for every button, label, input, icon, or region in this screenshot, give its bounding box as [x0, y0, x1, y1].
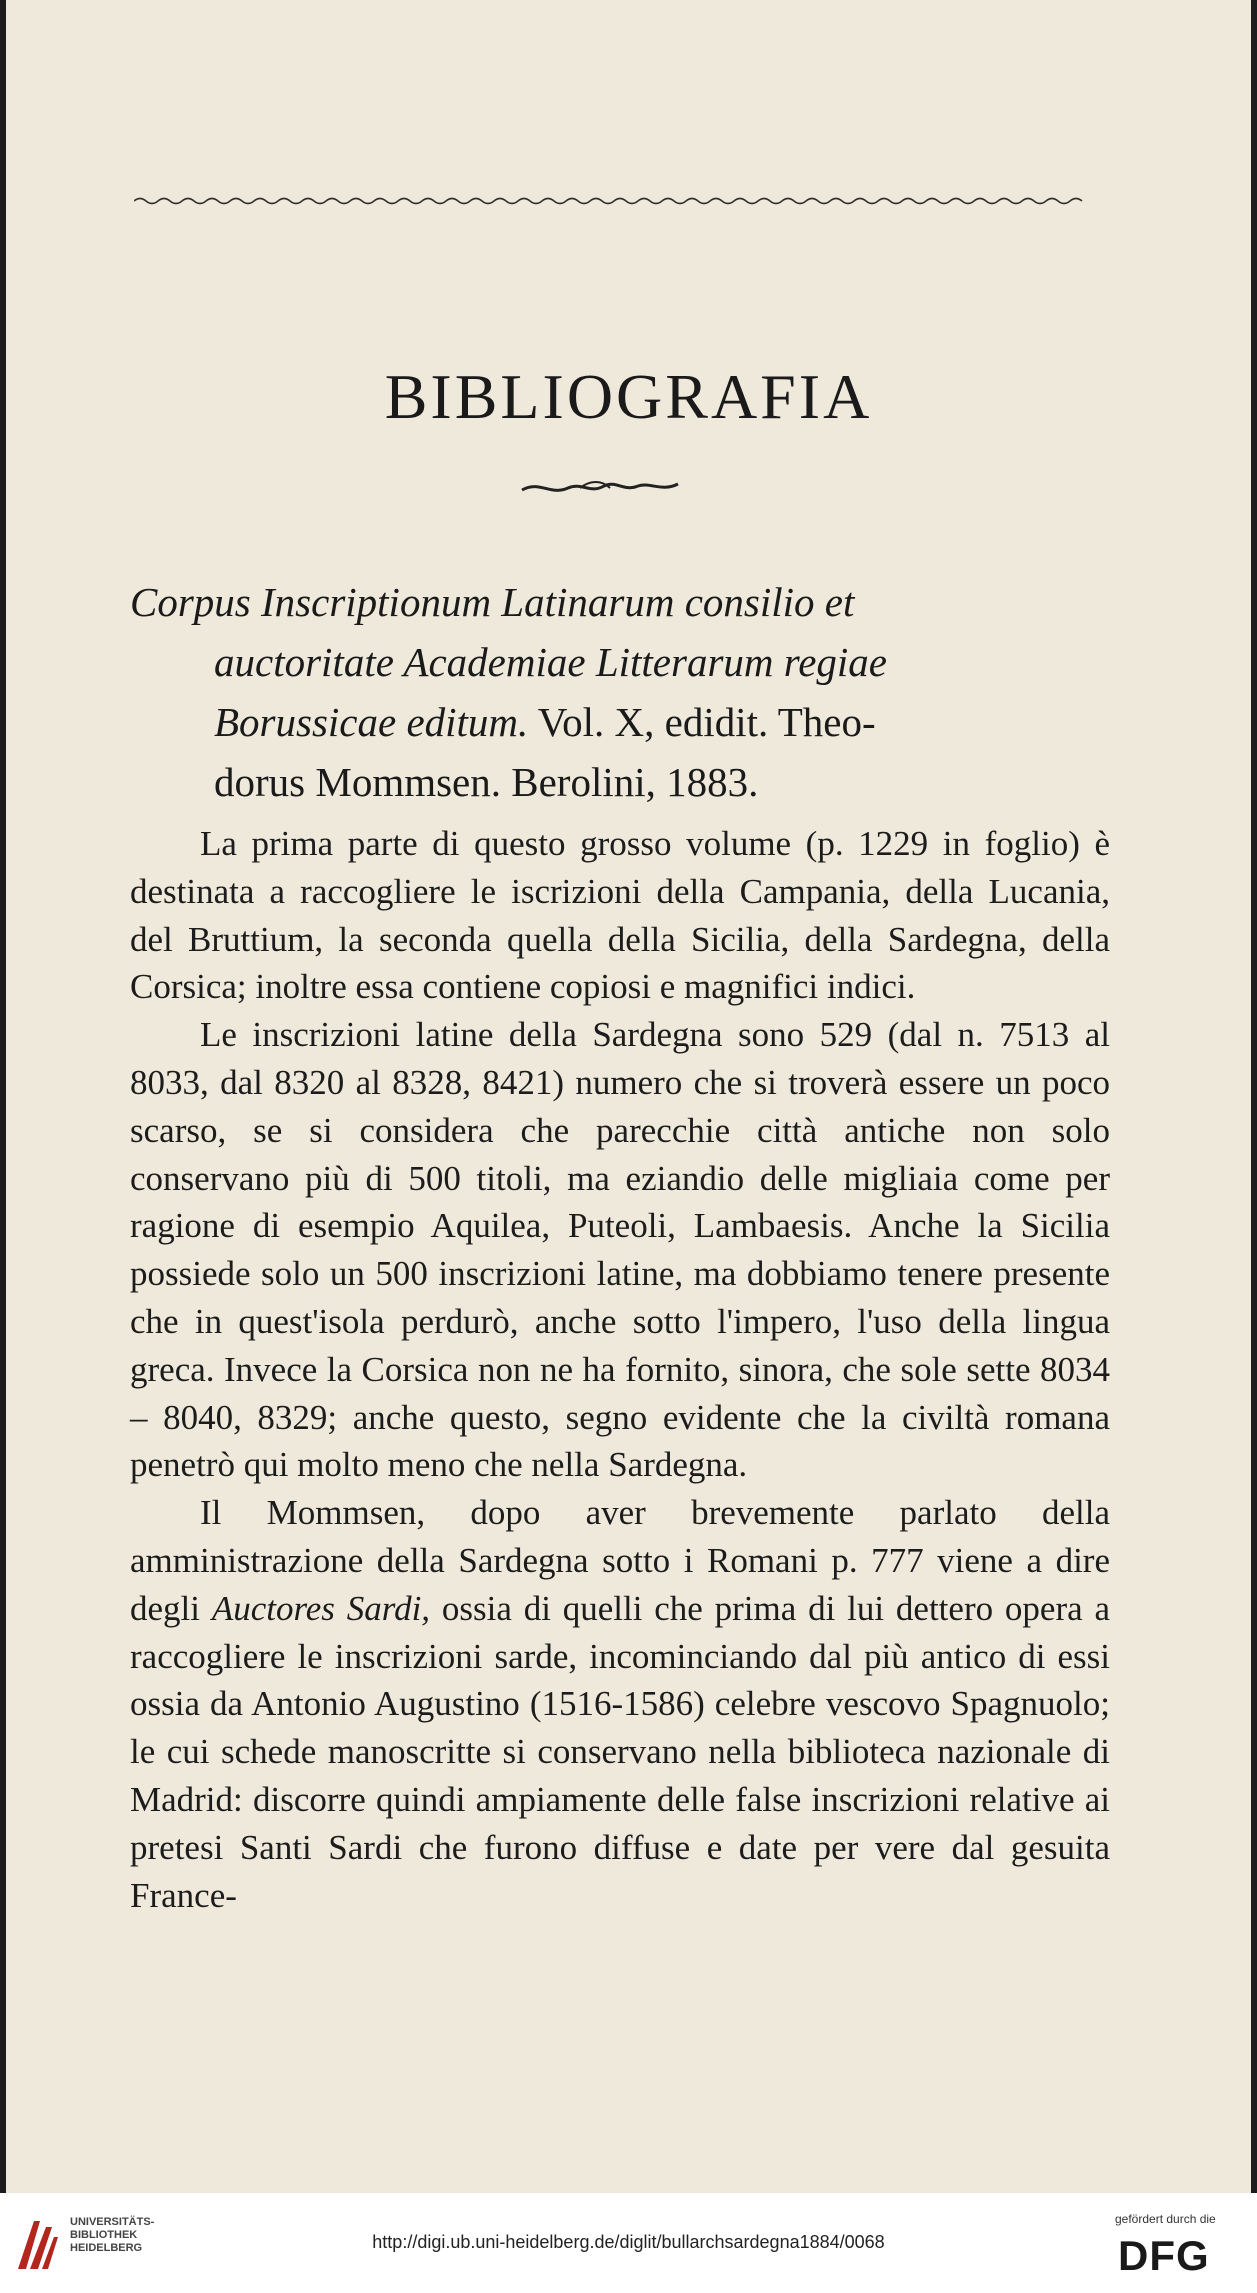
citation-line-2: auctoritate Academiae Litterarum regiae	[214, 639, 887, 685]
page-heading: BIBLIOGRAFIA	[384, 361, 873, 432]
dfg-logo[interactable]: DFG	[1118, 2232, 1210, 2279]
scanned-page	[6, 0, 1251, 2193]
funded-by-label: gefördert durch die	[1115, 2212, 1216, 2226]
citation-block	[130, 572, 1110, 812]
ornament-flourish	[520, 476, 680, 500]
top-rule-wavy	[134, 196, 1089, 206]
library-name-line-3: HEIDELBERG	[70, 2242, 143, 2254]
library-name-line-2: BIBLIOTHEK	[70, 2229, 138, 2241]
paragraph-2: Le inscrizioni latine della Sardegna sono 529 (dal n. 7513 al 8033, dal 8320 al 8328, 8421) numero che si troverà essere un poco scarso, se si considera che parecchie città antiche non solo conservano più di 500 titoli, ma eziandio delle migliaia come per ragione di esempio Aquilea, Puteoli, Lambaesis. Anche la Sicilia possiede solo un 500 inscrizioni latine, ma dobbiamo tenere presente che in quest'isola perdurò, anche sotto l'impero, l'uso della lingua greca. Invece la Corsica non ne ha fornito, sinora, che sole sette 8034 – 8040, 8329; anche questo, segno evidente che la civiltà romana penetrò qui molto meno che nella Sardegna.	[130, 1015, 1110, 1485]
citation-line-4: dorus Mommsen. Berolini, 1883.	[214, 759, 759, 805]
paragraph-3-italic: Auctores Sardi,	[211, 1588, 431, 1628]
citation-line-1: Corpus Inscriptionum Latinarum consilio et	[130, 579, 855, 625]
body-text	[130, 820, 1110, 1919]
paragraph-3-part-b: ossia di quelli che prima di lui dettero opera a raccogliere le inscrizioni sarde, incominciando dal più antico di essi ossia da Antonio Augustino (1516-1586) celebre vescovo Spagnuolo; le cui schede manoscritte si conservano nella biblioteca nazionale di Madrid: discorre quindi ampiamente delle false inscrizioni relative ai pretesi Santi Sardi che furono diffuse e date per vere dal gesuita France-	[130, 1588, 1110, 1915]
paragraph-3	[130, 1489, 1110, 1919]
paragraph-3-part-a: Il Mommsen, dopo aver brevemente parlato della amministrazione della Sardegna sotto i Romani p. 777 viene a dire degli	[130, 1493, 1110, 1628]
permalink-url[interactable]: http://digi.ub.uni-heidelberg.de/diglit/bullarchsardegna1884/0068	[372, 2232, 885, 2252]
library-name-line-1: UNIVERSITÄTS-	[70, 2216, 155, 2228]
paragraph-1: La prima parte di questo grosso volume (p. 1229 in foglio) è destinata a raccogliere le iscrizioni della Campania, della Lucania, del Bruttium, la seconda quella della Sicilia, della Sardegna, della Corsica; inoltre essa contiene copiosi e magnifici indici.	[130, 824, 1110, 1007]
citation-line-3-rest: Vol. X, edidit. Theo-	[528, 699, 876, 745]
citation-line-3-italic: Borussicae editum.	[214, 699, 529, 745]
